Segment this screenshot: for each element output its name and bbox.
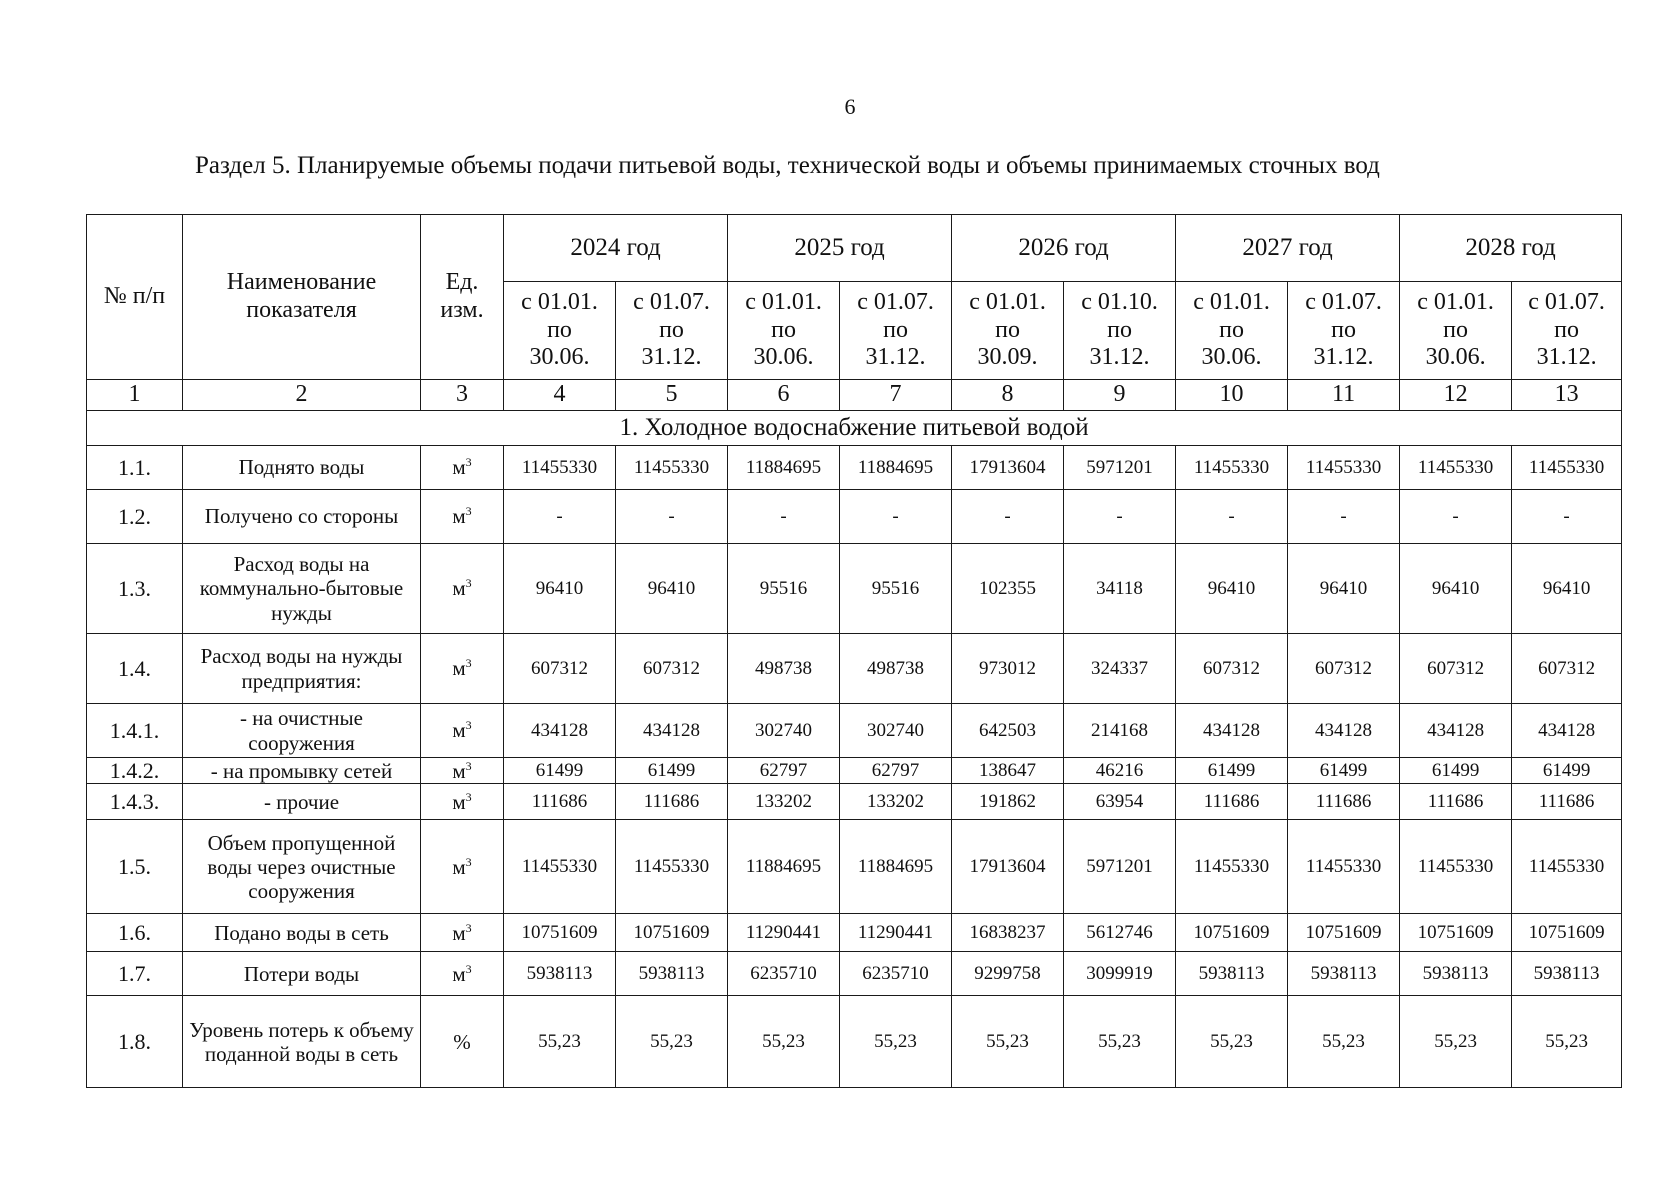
- indicator-name: Уровень потерь к объему поданной воды в сеть: [183, 996, 421, 1088]
- value-cell: 55,23: [1288, 996, 1400, 1088]
- period-po: по: [771, 316, 796, 343]
- period-to: 31.12.: [865, 344, 926, 371]
- period-to: 30.06.: [529, 344, 590, 371]
- unit-exponent: 3: [465, 718, 472, 733]
- unit-base: м: [452, 455, 466, 480]
- indicator-name: Поднято воды: [183, 446, 421, 490]
- value-cell: 96410: [616, 544, 728, 634]
- period-po: по: [995, 316, 1020, 343]
- value-cell: 61499: [616, 758, 728, 784]
- value-cell: 434128: [1176, 704, 1288, 758]
- value-cell: 96410: [1400, 544, 1512, 634]
- value-cell: 55,23: [1512, 996, 1622, 1088]
- column-number: 6: [728, 380, 840, 411]
- value-cell: 11290441: [728, 914, 840, 952]
- row-number: 1.8.: [87, 996, 183, 1088]
- value-cell: 5938113: [1288, 952, 1400, 996]
- value-cell: 607312: [1400, 634, 1512, 704]
- header-year: 2026 год: [952, 215, 1176, 282]
- indicator-name: Получено со стороны: [183, 490, 421, 544]
- unit-cell: [421, 996, 504, 1088]
- value-cell: 61499: [1288, 758, 1400, 784]
- value-cell: 55,23: [952, 996, 1064, 1088]
- period-from: с 01.01.: [521, 289, 598, 316]
- value-cell: 324337: [1064, 634, 1176, 704]
- header-num: № п/п: [87, 215, 183, 380]
- value-cell: 191862: [952, 784, 1064, 820]
- unit-base: м: [452, 920, 466, 945]
- value-cell: 10751609: [1176, 914, 1288, 952]
- indicator-name: - на очистные сооружения: [183, 704, 421, 758]
- period-to: 31.12.: [1089, 344, 1150, 371]
- period-po: по: [1331, 316, 1356, 343]
- value-cell: -: [1064, 490, 1176, 544]
- period-po: по: [1554, 316, 1579, 343]
- unit-cell: [421, 634, 504, 704]
- value-cell: 61499: [504, 758, 616, 784]
- header-year: 2024 год: [504, 215, 728, 282]
- header-year: 2027 год: [1176, 215, 1400, 282]
- unit-exponent: 3: [465, 758, 472, 773]
- row-number: 1.4.3.: [87, 784, 183, 820]
- column-number: 9: [1064, 380, 1176, 411]
- value-cell: 55,23: [728, 996, 840, 1088]
- table-row: [87, 446, 1622, 490]
- value-cell: 6235710: [840, 952, 952, 996]
- value-cell: -: [1512, 490, 1622, 544]
- value-cell: 11455330: [1288, 820, 1400, 914]
- indicator-name: Расход воды на коммунально-бытовые нужды: [183, 544, 421, 634]
- row-number: 1.7.: [87, 952, 183, 996]
- column-number: 2: [183, 380, 421, 411]
- value-cell: -: [728, 490, 840, 544]
- period-from: с 01.07.: [1305, 289, 1382, 316]
- value-cell: 96410: [504, 544, 616, 634]
- table-row: [87, 544, 1622, 634]
- column-number: 7: [840, 380, 952, 411]
- column-number: 4: [504, 380, 616, 411]
- header-period: [1512, 282, 1622, 380]
- table-row: [87, 820, 1622, 914]
- unit-base: м: [452, 718, 466, 743]
- table-row: [87, 490, 1622, 544]
- unit-base: м: [452, 504, 466, 529]
- unit-cell: [421, 446, 504, 490]
- row-number: 1.1.: [87, 446, 183, 490]
- value-cell: 11455330: [1512, 820, 1622, 914]
- header-period: [616, 282, 728, 380]
- value-cell: 133202: [728, 784, 840, 820]
- unit-exponent: 3: [465, 854, 472, 869]
- value-cell: 111686: [1288, 784, 1400, 820]
- value-cell: 302740: [728, 704, 840, 758]
- value-cell: 111686: [1512, 784, 1622, 820]
- row-number: 1.2.: [87, 490, 183, 544]
- table-row: [87, 704, 1622, 758]
- indicator-name: Объем пропущенной воды через очистные сооружения: [183, 820, 421, 914]
- value-cell: -: [616, 490, 728, 544]
- table-row: [87, 996, 1622, 1088]
- value-cell: 498738: [728, 634, 840, 704]
- value-cell: 5938113: [1400, 952, 1512, 996]
- value-cell: 434128: [1512, 704, 1622, 758]
- value-cell: 62797: [728, 758, 840, 784]
- unit-base: %: [453, 1029, 471, 1054]
- value-cell: 607312: [504, 634, 616, 704]
- section-title: Раздел 5. Планируемые объемы подачи питьевой воды, технической воды и объемы принимаемых сточных вод: [195, 152, 1380, 179]
- period-to: 31.12.: [1313, 344, 1374, 371]
- value-cell: 34118: [1064, 544, 1176, 634]
- value-cell: 11455330: [504, 446, 616, 490]
- period-po: по: [659, 316, 684, 343]
- value-cell: 96410: [1176, 544, 1288, 634]
- value-cell: 11884695: [728, 820, 840, 914]
- row-number: 1.4.1.: [87, 704, 183, 758]
- row-number: 1.4.: [87, 634, 183, 704]
- value-cell: 11455330: [1400, 446, 1512, 490]
- value-cell: 434128: [1288, 704, 1400, 758]
- value-cell: 607312: [1176, 634, 1288, 704]
- table-row: [87, 758, 1622, 784]
- column-number: 12: [1400, 380, 1512, 411]
- value-cell: 17913604: [952, 820, 1064, 914]
- header-year: 2025 год: [728, 215, 952, 282]
- indicator-name: Потери воды: [183, 952, 421, 996]
- unit-base: м: [452, 576, 466, 601]
- value-cell: 133202: [840, 784, 952, 820]
- header-period: [1288, 282, 1400, 380]
- page-number: 6: [844, 94, 856, 119]
- value-cell: 55,23: [616, 996, 728, 1088]
- period-from: с 01.07.: [857, 289, 934, 316]
- value-cell: 96410: [1288, 544, 1400, 634]
- row-number: 1.3.: [87, 544, 183, 634]
- value-cell: 95516: [840, 544, 952, 634]
- value-cell: 55,23: [1400, 996, 1512, 1088]
- unit-cell: [421, 490, 504, 544]
- section-row: [87, 411, 1622, 446]
- unit-base: м: [452, 961, 466, 986]
- unit-cell: [421, 544, 504, 634]
- value-cell: 10751609: [616, 914, 728, 952]
- unit-cell: [421, 784, 504, 820]
- value-cell: 138647: [952, 758, 1064, 784]
- value-cell: 10751609: [1400, 914, 1512, 952]
- table-row: [87, 914, 1622, 952]
- header-period: [1400, 282, 1512, 380]
- period-to: 30.09.: [977, 344, 1038, 371]
- value-cell: 95516: [728, 544, 840, 634]
- unit-base: м: [452, 758, 466, 783]
- unit-exponent: 3: [465, 920, 472, 935]
- value-cell: 10751609: [504, 914, 616, 952]
- value-cell: 11884695: [840, 820, 952, 914]
- unit-base: м: [452, 656, 466, 681]
- value-cell: 5938113: [1176, 952, 1288, 996]
- header-period: [504, 282, 616, 380]
- water-volume-table: [86, 214, 1622, 1088]
- value-cell: 5938113: [616, 952, 728, 996]
- indicator-name: - на промывку сетей: [183, 758, 421, 784]
- value-cell: 5971201: [1064, 446, 1176, 490]
- value-cell: 642503: [952, 704, 1064, 758]
- header-period: [952, 282, 1064, 380]
- header-year: 2028 год: [1400, 215, 1622, 282]
- column-number: 5: [616, 380, 728, 411]
- period-from: с 01.01.: [1417, 289, 1494, 316]
- value-cell: 62797: [840, 758, 952, 784]
- unit-base: м: [452, 854, 466, 879]
- value-cell: 5971201: [1064, 820, 1176, 914]
- value-cell: 214168: [1064, 704, 1176, 758]
- value-cell: 607312: [1512, 634, 1622, 704]
- column-number: 3: [421, 380, 504, 411]
- value-cell: -: [1176, 490, 1288, 544]
- indicator-name: Расход воды на нужды предприятия:: [183, 634, 421, 704]
- value-cell: 11884695: [840, 446, 952, 490]
- value-cell: 11455330: [1176, 820, 1288, 914]
- period-po: по: [883, 316, 908, 343]
- value-cell: 55,23: [1064, 996, 1176, 1088]
- value-cell: 96410: [1512, 544, 1622, 634]
- value-cell: 11455330: [1400, 820, 1512, 914]
- unit-exponent: 3: [465, 789, 472, 804]
- value-cell: -: [1400, 490, 1512, 544]
- period-po: по: [1219, 316, 1244, 343]
- period-po: по: [1107, 316, 1132, 343]
- unit-cell: [421, 952, 504, 996]
- value-cell: 61499: [1176, 758, 1288, 784]
- value-cell: -: [952, 490, 1064, 544]
- value-cell: 607312: [616, 634, 728, 704]
- value-cell: 55,23: [504, 996, 616, 1088]
- value-cell: 17913604: [952, 446, 1064, 490]
- unit-exponent: 3: [465, 961, 472, 976]
- value-cell: 61499: [1400, 758, 1512, 784]
- period-to: 30.06.: [1201, 344, 1262, 371]
- header-period: [840, 282, 952, 380]
- header-name: Наименование показателя: [183, 215, 421, 380]
- value-cell: 111686: [1176, 784, 1288, 820]
- period-to: 30.06.: [753, 344, 814, 371]
- value-cell: 973012: [952, 634, 1064, 704]
- header-unit: Ед. изм.: [421, 215, 504, 380]
- value-cell: 498738: [840, 634, 952, 704]
- table-row: [87, 784, 1622, 820]
- value-cell: -: [504, 490, 616, 544]
- unit-cell: [421, 914, 504, 952]
- value-cell: 16838237: [952, 914, 1064, 952]
- period-from: с 01.10.: [1081, 289, 1158, 316]
- value-cell: 11290441: [840, 914, 952, 952]
- period-from: с 01.01.: [1193, 289, 1270, 316]
- value-cell: 63954: [1064, 784, 1176, 820]
- column-number: 8: [952, 380, 1064, 411]
- indicator-name: Подано воды в сеть: [183, 914, 421, 952]
- unit-cell: [421, 820, 504, 914]
- value-cell: 10751609: [1512, 914, 1622, 952]
- period-from: с 01.01.: [745, 289, 822, 316]
- value-cell: 10751609: [1288, 914, 1400, 952]
- section-label: 1. Холодное водоснабжение питьевой водой: [87, 411, 1622, 446]
- value-cell: 11455330: [1288, 446, 1400, 490]
- column-number: 1: [87, 380, 183, 411]
- value-cell: 9299758: [952, 952, 1064, 996]
- table-row: [87, 952, 1622, 996]
- value-cell: 6235710: [728, 952, 840, 996]
- value-cell: 11455330: [616, 446, 728, 490]
- value-cell: 102355: [952, 544, 1064, 634]
- unit-exponent: 3: [465, 656, 472, 671]
- value-cell: 607312: [1288, 634, 1400, 704]
- period-po: по: [1443, 316, 1468, 343]
- value-cell: 111686: [1400, 784, 1512, 820]
- unit-exponent: 3: [465, 455, 472, 470]
- period-po: по: [547, 316, 572, 343]
- value-cell: -: [840, 490, 952, 544]
- period-from: с 01.01.: [969, 289, 1046, 316]
- period-to: 31.12.: [641, 344, 702, 371]
- value-cell: 5612746: [1064, 914, 1176, 952]
- value-cell: -: [1288, 490, 1400, 544]
- value-cell: 5938113: [504, 952, 616, 996]
- period-to: 30.06.: [1425, 344, 1486, 371]
- value-cell: 55,23: [1176, 996, 1288, 1088]
- unit-exponent: 3: [465, 576, 472, 591]
- value-cell: 434128: [1400, 704, 1512, 758]
- value-cell: 111686: [616, 784, 728, 820]
- indicator-name: - прочие: [183, 784, 421, 820]
- value-cell: 3099919: [1064, 952, 1176, 996]
- column-number: 11: [1288, 380, 1400, 411]
- value-cell: 11455330: [1176, 446, 1288, 490]
- header-period: [1176, 282, 1288, 380]
- value-cell: 11884695: [728, 446, 840, 490]
- period-from: с 01.07.: [1528, 289, 1605, 316]
- value-cell: 111686: [504, 784, 616, 820]
- value-cell: 302740: [840, 704, 952, 758]
- value-cell: 11455330: [616, 820, 728, 914]
- unit-base: м: [452, 789, 466, 814]
- column-number: 10: [1176, 380, 1288, 411]
- period-from: с 01.07.: [633, 289, 710, 316]
- unit-exponent: 3: [465, 504, 472, 519]
- value-cell: 55,23: [840, 996, 952, 1088]
- period-to: 31.12.: [1536, 344, 1597, 371]
- table-row: [87, 634, 1622, 704]
- value-cell: 61499: [1512, 758, 1622, 784]
- column-number: 13: [1512, 380, 1622, 411]
- row-number: 1.4.2.: [87, 758, 183, 784]
- row-number: 1.5.: [87, 820, 183, 914]
- value-cell: 5938113: [1512, 952, 1622, 996]
- value-cell: 46216: [1064, 758, 1176, 784]
- row-number: 1.6.: [87, 914, 183, 952]
- header-period: [1064, 282, 1176, 380]
- value-cell: 434128: [504, 704, 616, 758]
- value-cell: 11455330: [1512, 446, 1622, 490]
- unit-cell: [421, 704, 504, 758]
- header-period: [728, 282, 840, 380]
- value-cell: 434128: [616, 704, 728, 758]
- unit-cell: [421, 758, 504, 784]
- value-cell: 11455330: [504, 820, 616, 914]
